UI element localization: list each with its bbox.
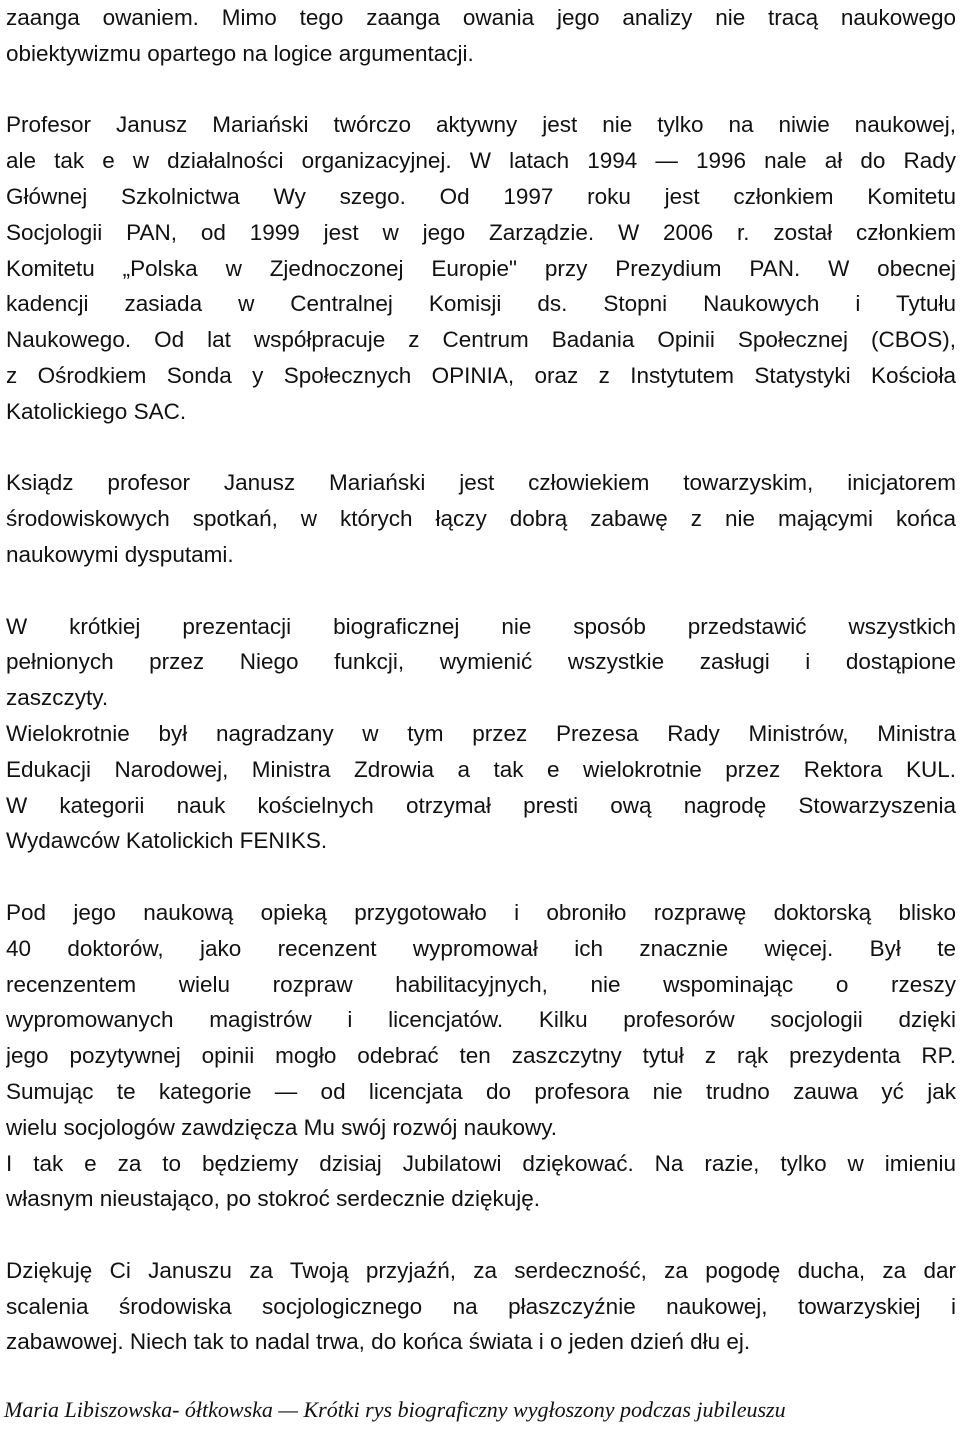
text-line: Katolickiego SAC. (6, 398, 187, 424)
document-body (6, 0, 956, 1360)
text-line: ale tak e w działalności organizacyjnej. W latach 1994 — 1996 nale ał do Rady (6, 148, 956, 174)
text-line: scalenia środowiska socjologicznego na płaszczyźnie naukowej, towarzyskiej i (6, 1293, 956, 1319)
text-line: zabawowej. Niech tak to nadal trwa, do końca świata i o jeden dzień dłu ej. (6, 1329, 751, 1355)
text-line: naukowymi dysputami. (6, 541, 234, 567)
text-line: pełnionych przez Niego funkcji, wymienić wszystkie zasługi i dostąpione (6, 649, 956, 675)
paragraph (6, 465, 956, 572)
text-line: recenzentem wielu rozpraw habilitacyjnych, nie wspominając o rzeszy (6, 971, 956, 997)
text-line: z Ośrodkiem Sonda y Społecznych OPINIA, oraz z Instytutem Statystyki Kościoła (6, 362, 956, 388)
text-line: zaszczyty. (6, 685, 109, 711)
text-line: Komitetu „Polska w Zjednoczonej Europie" przy Prezydium PAN. W obecnej (6, 255, 956, 281)
text-line: Ksiądz profesor Janusz Mariański jest człowiekiem towarzyskim, inicjatorem (6, 470, 956, 496)
text-line: I tak e za to będziemy dzisiaj Jubilatowi dziękować. Na razie, tylko w imieniu (6, 1150, 956, 1176)
text-line: Głównej Szkolnictwa Wy szego. Od 1997 roku jest członkiem Komitetu (6, 183, 956, 209)
text-line: W krótkiej prezentacji biograficznej nie sposób przedstawić wszystkich (6, 613, 956, 639)
paragraph (6, 1253, 956, 1360)
text-line: zaanga owaniem. Mimo tego zaanga owania jego analizy nie tracą naukowego (6, 5, 956, 30)
paragraph-gap (6, 573, 956, 609)
paragraph-gap (6, 1217, 956, 1253)
paragraph-gap (6, 430, 956, 466)
text-line: obiektywizmu opartego na logice argumentacji. (6, 40, 474, 66)
text-line: wypromowanych magistrów i licencjatów. Kilku profesorów socjologii dzięki (6, 1007, 956, 1033)
text-line: kadencji zasiada w Centralnej Komisji ds. Stopni Naukowych i Tytułu (6, 291, 956, 317)
paragraph (6, 609, 956, 860)
text-line: Sumując te kategorie — od licencjata do profesora nie trudno zauwa yć jak (6, 1078, 956, 1104)
text-line: Edukacji Narodowej, Ministra Zdrowia a tak e wielokrotnie przez Rektora KUL. (6, 756, 956, 782)
text-line: środowiskowych spotkań, w których łączy dobrą zabawę z nie mającymi końca (6, 506, 956, 532)
paragraph (6, 895, 956, 1217)
text-line: Wydawców Katolickich FENIKS. (6, 828, 328, 854)
text-line: Profesor Janusz Mariański twórczo aktywny jest nie tylko na niwie naukowej, (6, 112, 956, 138)
text-line: jego pozytywnej opinii mogło odebrać ten zaszczytny tytuł z rąk prezydenta RP. (6, 1043, 956, 1069)
text-line: W kategorii nauk kościelnych otrzymał presti ową nagrodę Stowarzyszenia (6, 792, 956, 818)
text-line: Naukowego. Od lat współpracuje z Centrum Badania Opinii Społecznej (CBOS), (6, 327, 956, 353)
text-line: Dziękuję Ci Januszu za Twoją przyjaźń, za serdeczność, za pogodę ducha, za dar (6, 1257, 956, 1283)
text-line: Pod jego naukową opieką przygotowało i obroniło rozprawę doktorską blisko (6, 899, 956, 925)
page-footer: Maria Libiszowska- ółtkowska — Krótki rys biograficzny wygłoszony podczas jubileuszu (4, 1397, 786, 1422)
paragraph-gap (6, 72, 956, 108)
text-line: Socjologii PAN, od 1999 jest w jego Zarządzie. W 2006 r. został członkiem (6, 219, 956, 245)
paragraph (6, 0, 956, 72)
text-line: własnym nieustająco, po stokroć serdecznie dziękuję. (6, 1186, 541, 1212)
text-line: wielu socjologów zawdzięcza Mu swój rozwój naukowy. (6, 1114, 558, 1140)
paragraph-gap (6, 859, 956, 895)
text-line: 40 doktorów, jako recenzent wypromował ich znacznie więcej. Był te (6, 935, 956, 961)
paragraph (6, 107, 956, 429)
text-line: Wielokrotnie był nagradzany w tym przez Prezesa Rady Ministrów, Ministra (6, 720, 956, 746)
